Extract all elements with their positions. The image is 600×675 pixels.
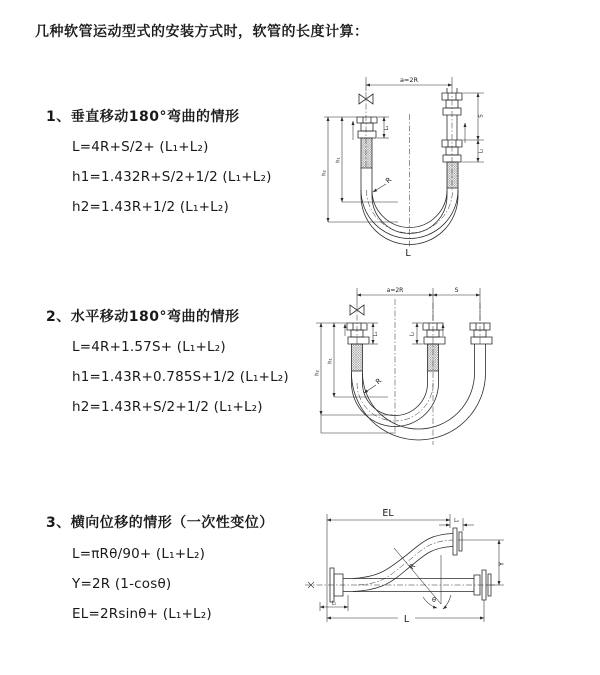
section-1-heading: 1、垂直移动180°弯曲的情形 <box>46 109 240 125</box>
dim-a2r-label: a=2R <box>386 287 404 294</box>
section-1-formula-h2: h2=1.43R+1/2 (L₁+L₂) <box>72 199 229 215</box>
dim-h2-label: h₂ <box>321 170 328 176</box>
dimension-a2r-s <box>357 287 480 321</box>
page-title: 几种软管运动型式的安装方式时，软管的长度计算： <box>35 24 369 40</box>
dimension-a2r <box>366 76 452 91</box>
section-3-formula-el: EL=2Rsinθ+ (L₁+L₂) <box>72 606 212 622</box>
dim-h2-label: h₂ <box>314 370 321 376</box>
dim-a2r-label: a=2R <box>399 76 419 84</box>
centerlines <box>366 88 452 248</box>
dim-l1-label: L₁ <box>373 331 379 337</box>
section-1-formula-h1: h1=1.432R+S/2+1/2 (L₁+L₂) <box>72 169 272 185</box>
right-fitting <box>470 323 492 344</box>
radius-leader <box>364 377 383 393</box>
dim-h1-label: h₁ <box>327 358 334 364</box>
section-2-heading: 2、水平移动180°弯曲的情形 <box>46 309 240 325</box>
displaced-flange <box>453 528 462 555</box>
centerlines <box>357 299 480 445</box>
dimension-el <box>327 508 450 622</box>
dim-l2-label: L₂ <box>478 148 485 154</box>
dim-el-label: EL <box>382 508 394 519</box>
diagram-vertical-180-bend <box>308 68 600 268</box>
diagram-horizontal-180-bend <box>308 283 600 468</box>
dim-l-label: L <box>403 614 410 625</box>
section-3-formula-l: L=πRθ/90+ (L₁+L₂) <box>72 546 206 562</box>
dimension-l1 <box>368 323 379 344</box>
left-fitting <box>357 117 377 168</box>
angle-theta-label: θ <box>432 596 436 604</box>
section-1-formula-l: L=4R+S/2+ (L₁+L₂) <box>72 139 209 155</box>
braid-section <box>352 344 363 371</box>
left-fitting <box>347 323 369 371</box>
s-curve-hose <box>353 534 453 592</box>
dim-l2-label: L₂ <box>454 518 459 524</box>
diagram-lateral-displacement <box>298 498 600 650</box>
dim-y-label: Y <box>497 561 506 567</box>
braid-section <box>428 344 439 371</box>
braid-section <box>361 138 372 168</box>
dimension-l2 <box>410 323 424 344</box>
dimension-l1 <box>377 117 390 138</box>
section-2-formula-h1: h1=1.43R+0.785S+1/2 (L₁+L₂) <box>72 369 289 385</box>
dim-l1-label: L₁ <box>384 125 390 131</box>
section-2-formula-h2: h2=1.43R+S/2+1/2 (L₁+L₂) <box>72 399 263 415</box>
section-3-formula-y: Y=2R (1-cosθ) <box>72 576 172 592</box>
radius-label: R <box>407 562 418 572</box>
dim-s-label: S <box>454 287 459 294</box>
braid-section <box>447 162 458 188</box>
dim-h1-label: h₁ <box>335 157 342 163</box>
dim-l2-label: L₂ <box>409 331 416 337</box>
radius-label: R <box>384 175 394 186</box>
section-2-formula-l: L=4R+1.57S+ (L₁+L₂) <box>72 339 226 355</box>
hose-u-curves <box>352 344 486 440</box>
dim-s-label: S <box>478 114 485 118</box>
dimension-s-l2 <box>462 93 485 162</box>
middle-fitting <box>423 323 445 371</box>
dimension-l <box>327 600 484 625</box>
section-3-heading: 3、横向位移的情形（一次性变位） <box>46 515 274 531</box>
radius-label: R <box>374 376 384 387</box>
dimension-h1-h2 <box>322 117 399 222</box>
length-label: L <box>405 248 411 259</box>
dim-l1-label: L₁ <box>331 600 337 607</box>
radius-leader <box>373 176 393 192</box>
